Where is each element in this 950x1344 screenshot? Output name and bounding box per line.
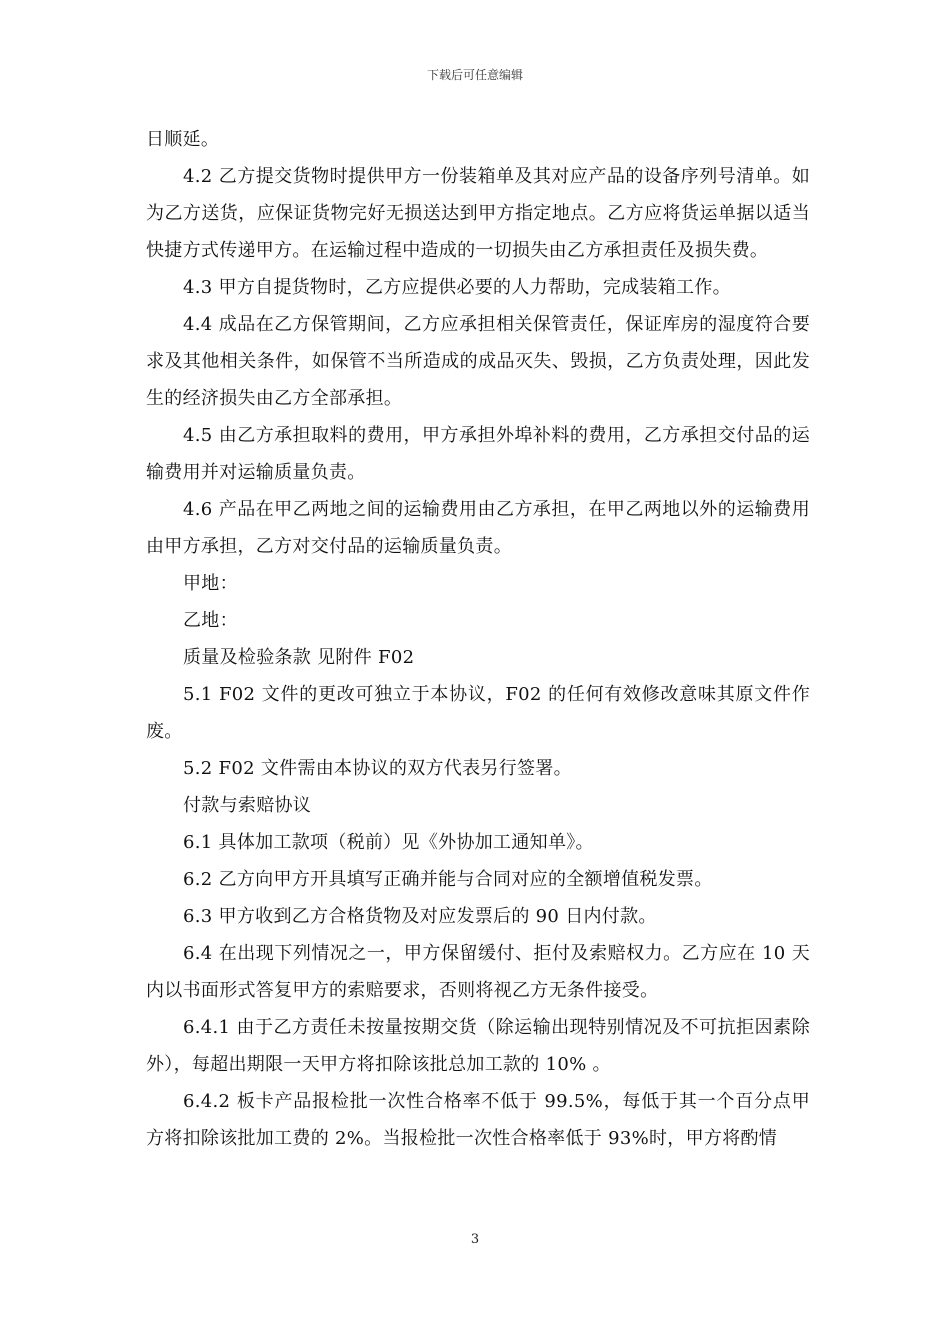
location-b-line: 乙地： — [183, 610, 238, 631]
page-number: 3 — [470, 1232, 480, 1247]
paragraph-4-4: 4.4 成品在乙方保管期间，乙方应承担相关保管责任，保证库房的湿度符合要求及其他相关条件，如保管不当所造成的成品灭失、毁损，乙方负责处理，因此发生的经济损失由乙方全部承担。 — [146, 314, 810, 409]
location-a-line: 甲地： — [183, 573, 238, 594]
paragraph-4-6: 4.6 产品在甲乙两地之间的运输费用由乙方承担，在甲乙两地以外的运输费用由甲方承担，乙方对交付品的运输质量负责。 — [146, 499, 810, 557]
paragraph-5-1: 5.1 F02 文件的更改可独立于本协议，F02 的任何有效修改意味其原文件作废。 — [146, 684, 810, 742]
paragraph-4-5: 4.5 由乙方承担取料的费用，甲方承担外埠补料的费用，乙方承担交付品的运输费用并对运输质量负责。 — [146, 425, 810, 483]
paragraph-6-4-1: 6.4.1 由于乙方责任未按量按期交货（除运输出现特别情况及不可抗拒因素除外），每超出期限一天甲方将扣除该批总加工款的 10% 。 — [146, 1017, 810, 1075]
document-body — [146, 121, 810, 1157]
paragraph-6-4-2: 6.4.2 板卡产品报检批一次性合格率不低于 99.5%，每低于其一个百分点甲方将扣除该批加工费的 2%。当报检批一次性合格率低于 93%时，甲方将酌情 — [146, 1091, 810, 1149]
paragraph-4-2: 4.2 乙方提交货物时提供甲方一份装箱单及其对应产品的设备序列号清单。如为乙方送货，应保证货物完好无损送达到甲方指定地点。乙方应将货运单据以适当快捷方式传递甲方。在运输过程中造成的一切损失由乙方承担责任及损失费。 — [146, 166, 810, 261]
paragraph-continuation: 日顺延。 — [146, 129, 220, 150]
page-header: 下载后可任意编辑 — [426, 68, 523, 82]
section-heading-quality: 质量及检验条款 见附件 F02 — [183, 647, 415, 668]
paragraph-5-2: 5.2 F02 文件需由本协议的双方代表另行签署。 — [183, 758, 572, 779]
paragraph-6-4: 6.4 在出现下列情况之一，甲方保留缓付、拒付及索赔权力。乙方应在 10 天内以书面形式答复甲方的索赔要求，否则将视乙方无条件接受。 — [146, 943, 810, 1001]
paragraph-6-2: 6.2 乙方向甲方开具填写正确并能与合同对应的全额增值税发票。 — [183, 869, 713, 890]
paragraph-6-3: 6.3 甲方收到乙方合格货物及对应发票后的 90 日内付款。 — [183, 906, 657, 927]
paragraph-6-1: 6.1 具体加工款项（税前）见《外协加工通知单》。 — [183, 832, 594, 853]
paragraph-4-3: 4.3 甲方自提货物时，乙方应提供必要的人力帮助，完成装箱工作。 — [183, 277, 731, 298]
section-heading-payment: 付款与索赔协议 — [183, 795, 312, 816]
